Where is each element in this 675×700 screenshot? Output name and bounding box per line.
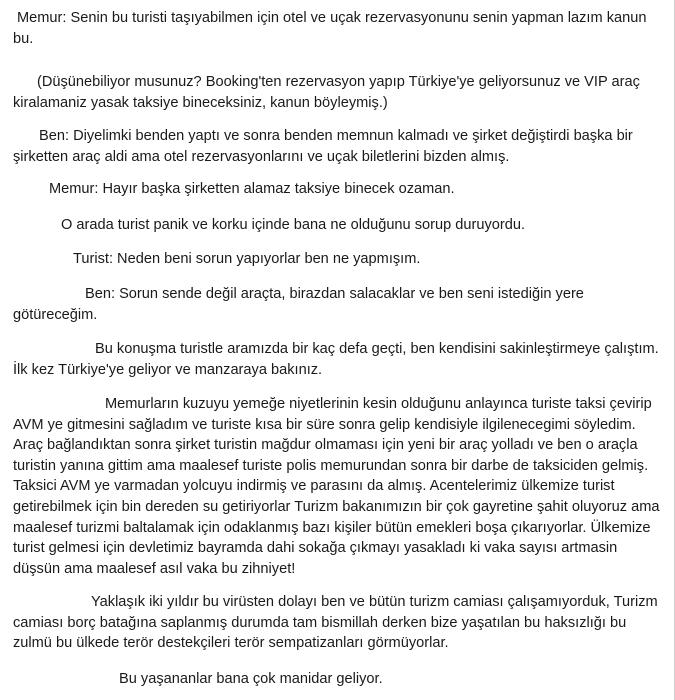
paragraph-ben-2: Ben: Sorun sende değil araçta, birazdan salacaklar ve ben seni istediğin yere götüreceğim.: [13, 286, 584, 323]
paragraph-memur-2: Memur: Hayır başka şirketten alamaz taksiye binecek ozaman.: [49, 181, 455, 197]
paragraph-parenthetical: (Düşünebiliyor musunuz? Booking'ten rezervasyon yapıp Türkiye'ye geliyorsunuz ve VIP araç kiralamaniz yasak taksiye bineceksiniz, kanun böyleymiş.): [13, 74, 640, 111]
paragraph-narration-1: O arada turist panik ve korku içinde bana ne olduğunu sorup duruyordu.: [61, 217, 526, 233]
paragraph-narration-2: Bu konuşma turistle aramızda bir kaç defa geçti, ben kendisini sakinleştirmeye çalıştım. İlk kez Türkiye'ye geliyor ve manzaraya bakınız.: [13, 341, 659, 378]
paragraph-main-story: Memurların kuzuyu yemeğe niyetlerinin kesin olduğunu anlayınca turiste taksi çevirip AVM ye gitmesini sağladım ve turiste kısa bir süre sonra gelip kendisiyle ilgilenecegimi söyledim. Araç bağlandıktan sonra şirket turistin mağdur olmaması için yeni bir araç yolladı ve ben o araçla turistin yanına gittim ama maalesef turiste polis memurundan sonra bir darbe de taksiciden gelmiş. Taksici AVM ye varmadan yolcuyu indirmiş ve parasını da almış. Acentelerimiz ülkemize turist getirebilmek için bin dereden su getiriyorlar Turizm bakanımızın bir çok gayretine şahit oluyoruz ama maalesef turizmi baltalamak için odaklanmış bazı kişiler bütün emekleri boşa çıkarıyorlar. Ülkemize turist gelmesi için devletimiz bayramda dahi sokağa çıkmayı yasakladı ki vaka sayısı artmasin düşsün ama maalesef asıl vaka bu zihniyet!: [13, 396, 660, 577]
paragraph-closing: Bu yaşananlar bana çok manidar geliyor.: [119, 671, 383, 687]
paragraph-memur-1: Memur: Senin bu turisti taşıyabilmen için otel ve uçak rezervasyonunu senin yapman lazım kanun bu.: [13, 10, 647, 47]
paragraph-ben-1: Ben: Diyelimki benden yaptı ve sonra benden memnun kalmadı ve şirket değiştirdi başka bir şirketten araç aldi ama otel rezervasyonlarını ve uçak biletlerini bizden almış.: [13, 128, 633, 165]
paragraph-tourism-situation: Yaklaşık iki yıldır bu virüsten dolayı ben ve bütün turizm camiası çalışamıyorduk, Turizm camiası borç batağına saplanmış durumda tam bismillah derken bize yaşatılan bu haksızlığı bu zulmü bu ülkede terör destekçileri terör sempatizanları görmüyorlar.: [13, 594, 658, 652]
paragraph-turist: Turist: Neden beni sorun yapıyorlar ben ne yapmışım.: [73, 251, 421, 267]
